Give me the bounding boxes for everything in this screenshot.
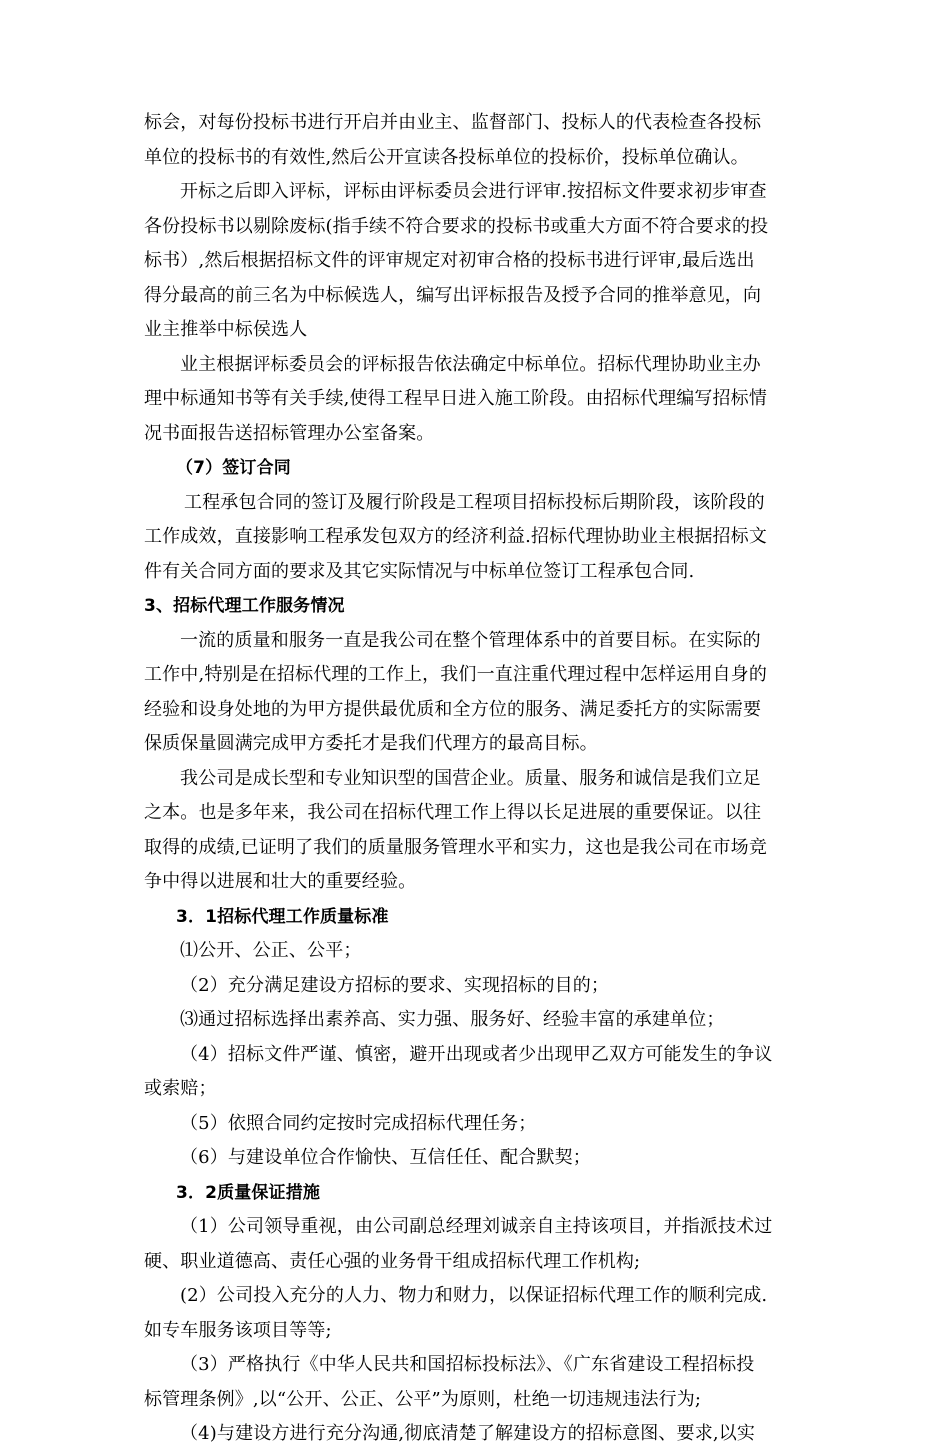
section-heading: 3．1招标代理工作质量标准 bbox=[176, 906, 389, 927]
paragraph-line: 工作中,特别是在招标代理的工作上，我们一直注重代理过程中怎样运用自身的 bbox=[144, 664, 767, 685]
paragraph-line: 或索赔； bbox=[144, 1078, 217, 1099]
paragraph-line: 况书面报告送招标管理办公室备案。 bbox=[144, 422, 435, 444]
paragraph-line: 单位的投标书的有效性,然后公开宣读各投标单位的投标价，投标单位确认。 bbox=[144, 146, 749, 168]
paragraph-line: 如专车服务该项目等等; bbox=[144, 1319, 332, 1341]
paragraph-line: 标书）,然后根据招标文件的评审规定对初审合格的投标书进行评审,最后选出 bbox=[144, 250, 755, 271]
paragraph-line: （3）严格执行《中华人民共和国招标投标法》、《广东省建设工程招标投 bbox=[180, 1354, 755, 1375]
paragraph-line: 得分最高的前三名为中标候选人，编写出评标报告及授予合同的推举意见，向 bbox=[144, 284, 762, 306]
paragraph-line: (2）公司投入充分的人力、物力和财力，以保证招标代理工作的顺利完成. bbox=[180, 1285, 768, 1306]
section-heading: 3．2质量保证措施 bbox=[176, 1182, 321, 1203]
paragraph-line: 标管理条例》,以“公开、公正、公平”为原则，杜绝一切违规违法行为; bbox=[144, 1388, 702, 1410]
paragraph-line: 我公司是成长型和专业知识型的国营企业。质量、服务和诚信是我们立足 bbox=[180, 767, 761, 789]
paragraph-line: 理中标通知书等有关手续,使得工程早日进入施工阶段。由招标代理编写招标情 bbox=[144, 388, 767, 409]
paragraph-line: 硬、职业道德高、责任心强的业务骨干组成招标代理工作机构; bbox=[144, 1250, 641, 1272]
paragraph-line: 件有关合同方面的要求及其它实际情况与中标单位签订工程承包合同. bbox=[144, 560, 695, 582]
paragraph-line: 一流的质量和服务一直是我公司在整个管理体系中的首要目标。在实际的 bbox=[180, 629, 761, 651]
paragraph-line: 争中得以进展和壮大的重要经验。 bbox=[144, 871, 417, 892]
paragraph-line: （2）充分满足建设方招标的要求、实现招标的目的； bbox=[180, 974, 610, 996]
section-heading: 3、招标代理工作服务情况 bbox=[144, 596, 345, 616]
paragraph-line: 各份投标书以剔除废标(指手续不符合要求的投标书或重大方面不符合要求的投 bbox=[144, 215, 769, 237]
paragraph-line: 工作成效，直接影响工程承发包双方的经济利益.招标代理协助业主根据招标文 bbox=[144, 526, 767, 547]
document-body bbox=[144, 106, 812, 1452]
paragraph-line: 取得的成绩,已证明了我们的质量服务管理水平和实力，这也是我公司在市场竞 bbox=[144, 836, 767, 858]
paragraph-line: 保质保量圆满完成甲方委托才是我们代理方的最高目标。 bbox=[144, 733, 598, 754]
paragraph-line: （6）与建设单位合作愉快、互信任任、配合默契； bbox=[180, 1147, 591, 1168]
paragraph-line: ⑶通过招标选择出素养高、实力强、服务好、经验丰富的承建单位； bbox=[180, 1009, 725, 1030]
paragraph-line: （1）公司领导重视，由公司副总经理刘诚亲自主持该项目，并指派技术过 bbox=[180, 1216, 773, 1237]
section-heading: （7）签订合同 bbox=[176, 458, 291, 478]
paragraph-line: 工程承包合同的签订及履行阶段是工程项目招标投标后期阶段，该阶段的 bbox=[184, 491, 765, 513]
paragraph-line: 业主根据评标委员会的评标报告依法确定中标单位。招标代理协助业主办 bbox=[180, 353, 761, 375]
paragraph-line: （4）招标文件严谨、慎密，避开出现或者少出现甲乙双方可能发生的争议 bbox=[180, 1043, 773, 1065]
paragraph-line: 业主推举中标侯选人 bbox=[144, 319, 308, 340]
paragraph-line: （5）依照合同约定按时完成招标代理任务； bbox=[180, 1112, 537, 1134]
paragraph-line: 经验和设身处地的为甲方提供最优质和全方位的服务、满足委托方的实际需要 bbox=[144, 698, 762, 720]
paragraph-line: 之本。也是多年来，我公司在招标代理工作上得以长足进展的重要保证。以往 bbox=[144, 802, 762, 823]
paragraph-line: （4)与建设方进行充分沟通,彻底清楚了解建设方的招标意图、要求,以实 bbox=[180, 1423, 756, 1444]
paragraph-line: ⑴公开、公正、公平； bbox=[180, 940, 362, 961]
paragraph-line: 开标之后即入评标，评标由评标委员会进行评审.按招标文件要求初步审查 bbox=[180, 181, 767, 202]
paragraph-line: 标会，对每份投标书进行开启并由业主、监督部门、投标人的代表检查各投标 bbox=[144, 112, 762, 133]
